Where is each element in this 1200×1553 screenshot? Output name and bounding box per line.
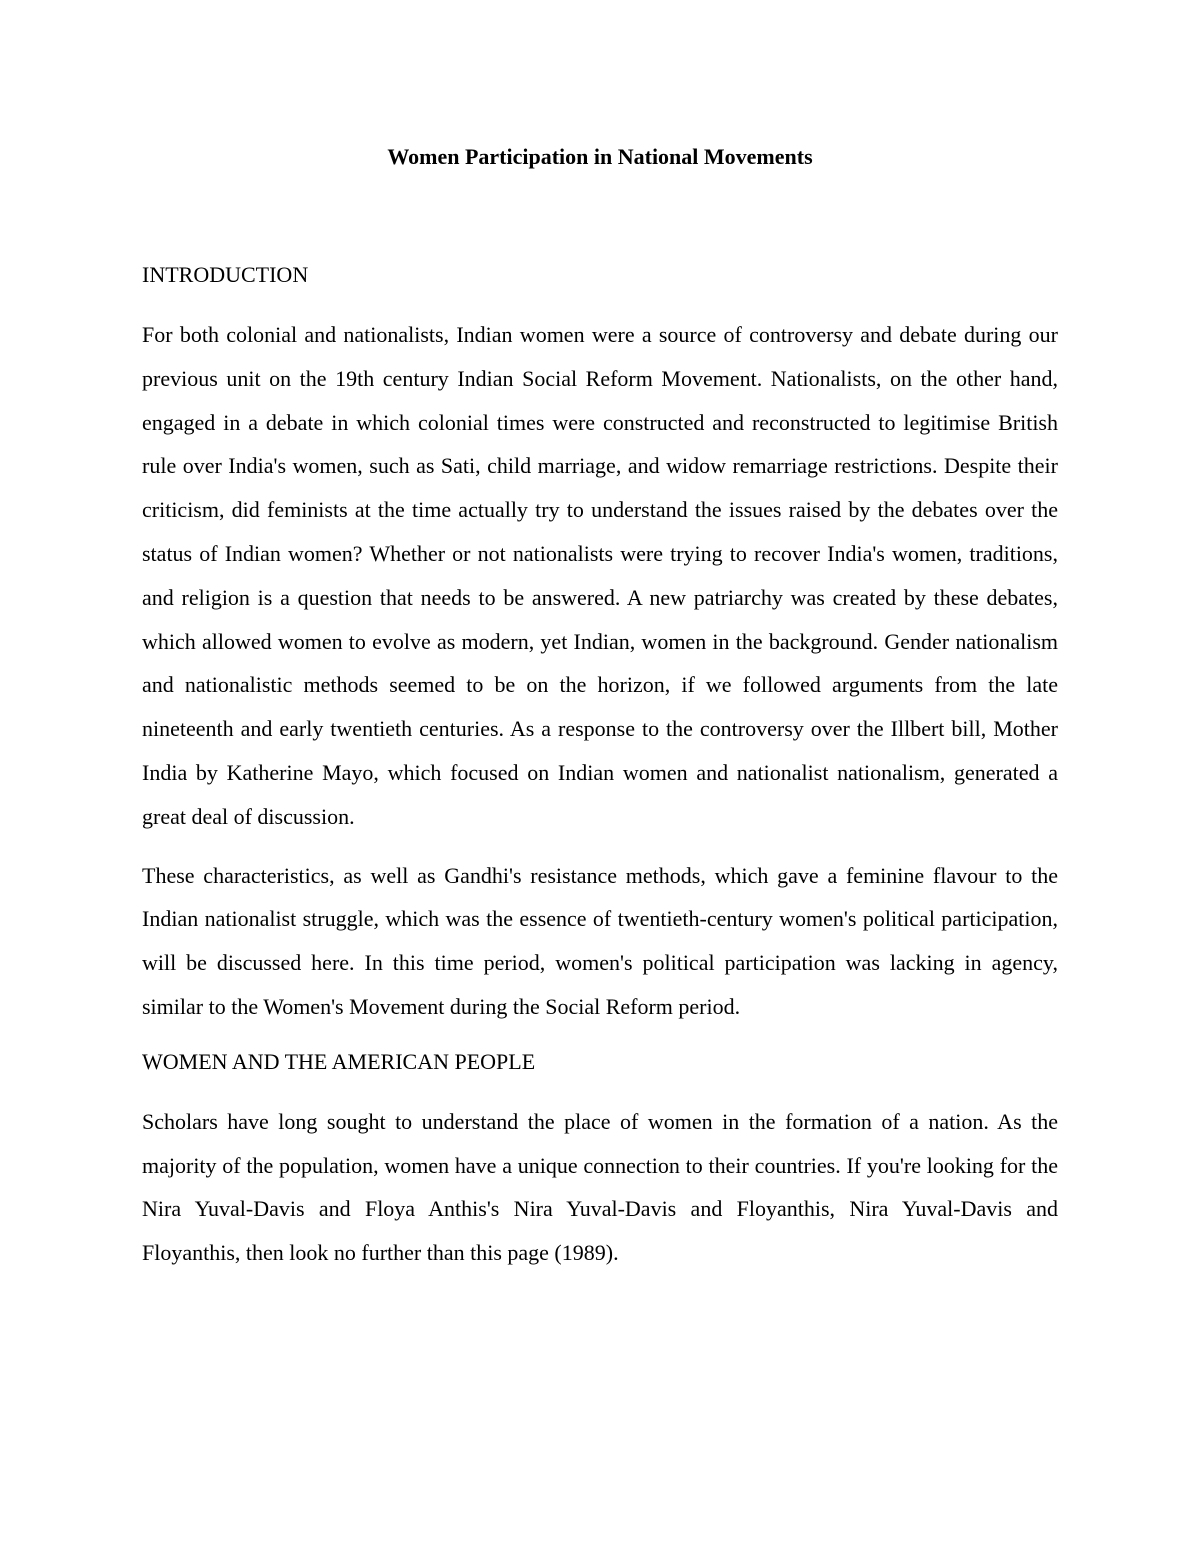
document-body (142, 139, 1058, 1275)
section-heading-introduction: INTRODUCTION (142, 262, 309, 287)
document-title: Women Participation in National Movements (387, 144, 813, 169)
paragraph: Scholars have long sought to understand the place of women in the formation of a nation. As the majority of the population, women have a unique connection to their countries. If you're looking for the Nira Yuval-Davis and Floya Anthis's Nira Yuval-Davis and Floyanthis, Nira Yuval-Davis and Floyanthis, then look no further than this page (1989). (142, 1108, 1058, 1266)
paragraph: These characteristics, as well as Gandhi's resistance methods, which gave a feminine flavour to the Indian nationalist struggle, which was the essence of twentieth-century women's political participation, will be discussed here. In this time period, women's political participation was lacking in agency, similar to the Women's Movement during the Social Reform period. (142, 862, 1058, 1019)
section-heading-women-american-people: WOMEN AND THE AMERICAN PEOPLE (142, 1048, 536, 1074)
paragraph: For both colonial and nationalists, Indian women were a source of controversy and debate during our previous unit on the 19th century Indian Social Reform Movement. Nationalists, on the other hand, engaged in a debate in which colonial times were constructed and reconstructed to legitimise British rule over India's women, such as Sati, child marriage, and widow remarriage restrictions. Despite their criticism, did feminists at the time actually try to understand the issues raised by the debates over the status of Indian women? Whether or not nationalists were trying to recover India's women, traditions, and religion is a question that needs to be answered. A new patriarchy was created by these debates, which allowed women to evolve as modern, yet Indian, women in the background. Gender nationalism and nationalistic methods seemed to be on the horizon, if we followed arguments from the late nineteenth and early twentieth centuries. As a response to the controversy over the Illbert bill, Mother India by Katherine Mayo, which focused on Indian women and nationalist nationalism, generated a great deal of discussion. (142, 322, 1058, 829)
